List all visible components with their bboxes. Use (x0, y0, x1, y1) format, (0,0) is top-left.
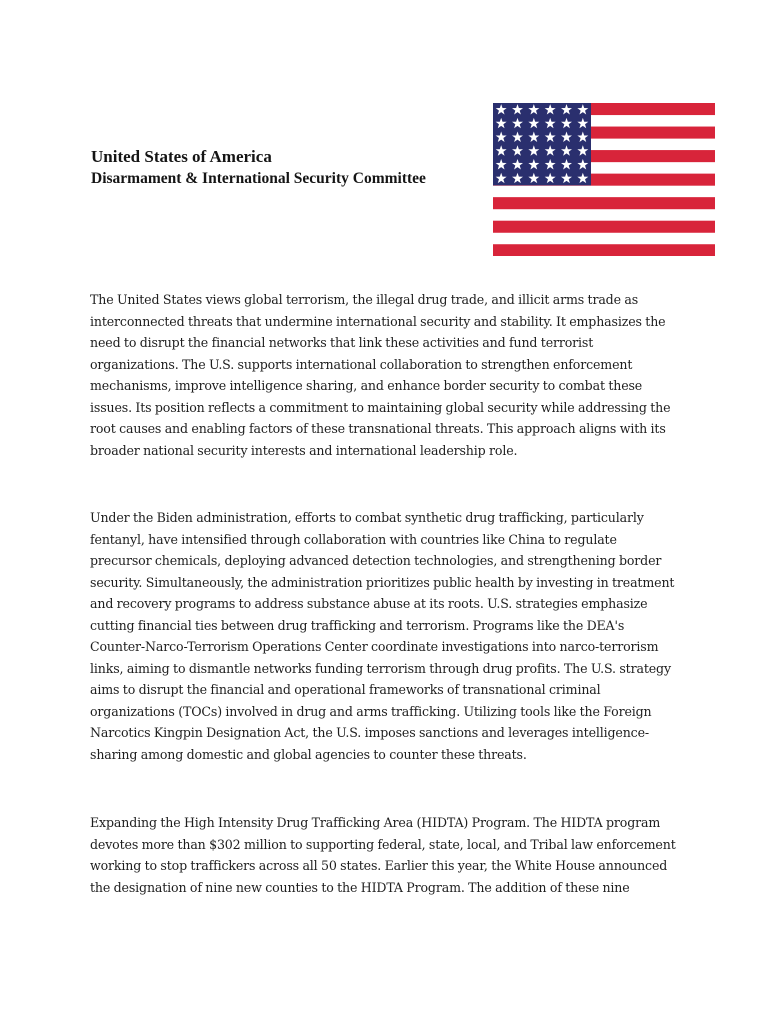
flag-canton (493, 103, 591, 185)
paragraph-position-statement: The United States views global terrorism, the illegal drug trade, and illicit arms trade as interconnected threats that undermine international security and stability. It emphasizes the need to disrupt the financial networks that link these activities and fund terrorist organizations. The U.S. supports international collaboration to strengthen enforcement mechanisms, improve intelligence sharing, and enhance border security to combat these issues. Its position reflects a commitment to maintaining global security while addressing the root causes and enabling factors of these transnational threats. This approach aligns with its broader national security interests and international leadership role. (90, 292, 671, 458)
paragraph-hidta-program: Expanding the High Intensity Drug Trafficking Area (HIDTA) Program. The HIDTA program devotes more than $302 million to supporting federal, state, local, and Tribal law enforcement working to stop traffickers across all 50 states. Earlier this year, the White House announced the designation of nine new counties to the HIDTA Program. The addition of these nine (90, 815, 676, 895)
flag-red-stripe (493, 221, 715, 233)
country-title: United States of America (91, 147, 272, 166)
us-flag-icon (493, 103, 715, 256)
committee-title: Disarmament & International Security Committee (91, 170, 426, 187)
flag-red-stripe (493, 244, 715, 256)
us-flag-graphic (493, 103, 715, 256)
paragraph-biden-administration: Under the Biden administration, efforts to combat synthetic drug trafficking, particularly fentanyl, have intensified through collaboration with countries like China to regulate precursor chemicals, deploying advanced detection technologies, and strengthening border security. Simultaneously, the administration prioritizes public health by investing in treatment and recovery programs to address substance abuse at its roots. U.S. strategies emphasize cutting financial ties between drug trafficking and terrorism. Programs like the DEA's Counter-Narco-Terrorism Operations Center coordinate investigations into narco-terrorism links, aiming to dismantle networks funding terrorism through drug profits. The U.S. strategy aims to disrupt the financial and operational frameworks of transnational criminal organizations (TOCs) involved in drug and arms trafficking. Utilizing tools like the Foreign Narcotics Kingpin Designation Act, the U.S. imposes sanctions and leverages intelligence-sharing among domestic and global agencies to counter these threats. (90, 510, 675, 762)
document-heading (91, 146, 481, 190)
flag-red-stripe (493, 197, 715, 209)
